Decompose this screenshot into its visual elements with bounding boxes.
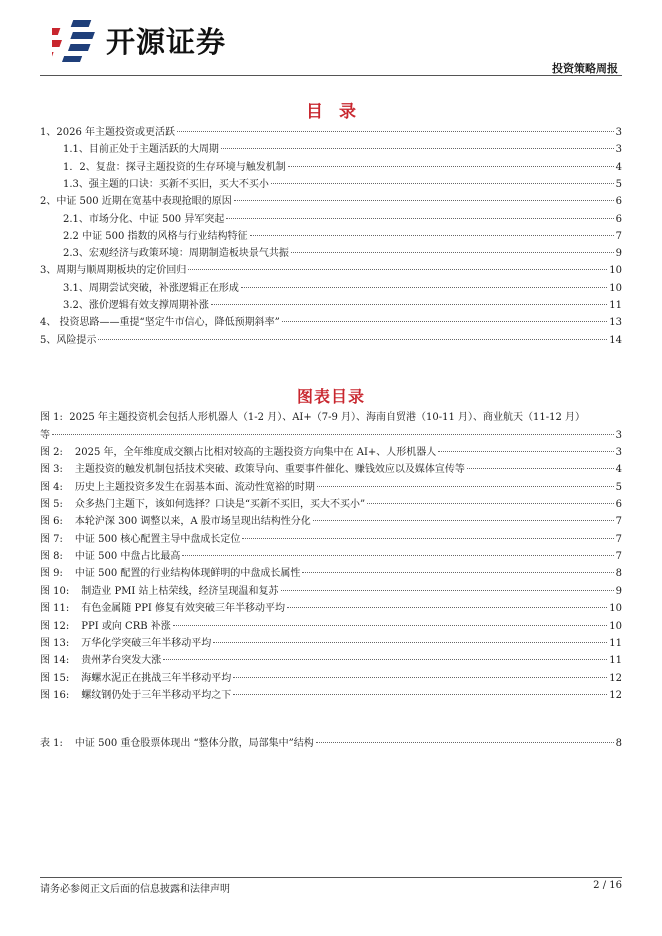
leader-dots — [242, 538, 613, 539]
toc-entry-page: 3 — [615, 127, 622, 138]
figure-entry-page: 7 — [615, 551, 622, 563]
figure-entry-page: 9 — [615, 585, 622, 597]
toc-entry[interactable] — [63, 298, 622, 314]
leader-dots — [221, 148, 614, 149]
toc-title: 目录 — [306, 102, 372, 122]
toc-entry-text: 1.3、强主题的口诀：买新不买旧，买大不买小 — [63, 178, 269, 190]
leader-dots — [367, 503, 613, 504]
table-entry[interactable] — [40, 736, 622, 752]
figure-entry-page: 11 — [609, 655, 622, 667]
toc-entry-page: 10 — [609, 265, 622, 277]
toc-entry[interactable] — [63, 281, 622, 297]
figure-entry[interactable] — [40, 566, 622, 582]
figure-entry-page: 10 — [609, 620, 622, 632]
figure-entry-label: 图 3: — [40, 464, 63, 476]
leader-dots — [173, 625, 608, 626]
figure-entry-text: 历史上主题投资多发生在弱基本面、流动性宽裕的时期 — [74, 481, 315, 493]
header-divider — [40, 75, 622, 76]
figure-entry-page: 10 — [609, 603, 622, 615]
toc-entry-page: 9 — [615, 248, 622, 260]
toc-entry[interactable] — [40, 194, 622, 210]
figure-entry-text: 中证 500 配置的行业结构体现鲜明的中盘成长属性 — [74, 568, 301, 580]
figure-entry-page: 11 — [609, 637, 622, 649]
toc-entry-text: 1.1、目前正处于主题活跃的大周期 — [63, 144, 219, 156]
figure-entry-page: 6 — [615, 499, 622, 511]
figure-entry[interactable] — [40, 445, 622, 461]
toc-entry-text: 2.3、宏观经济与政策环境：周期制造板块景气共振 — [63, 248, 289, 260]
leader-dots — [52, 434, 614, 435]
figure-entry-label: 图 7: — [40, 533, 63, 545]
figure-entry-page: 7 — [615, 533, 622, 545]
toc-entry-page: 13 — [609, 317, 622, 329]
figure-entry-label: 图 11: — [40, 603, 70, 615]
toc-entry-page: 11 — [609, 300, 622, 311]
leader-dots — [271, 183, 614, 184]
figure-1-text: 2025 年主题投资机会包括人形机器人（1-2 月）、AI+（7-9 月）、海南自贸港（10-11 月）、商业航天（11-12 月） — [69, 412, 586, 423]
leader-dots — [188, 269, 607, 270]
figure-list-title: 图表目录 — [296, 387, 365, 406]
toc-entry-page: 14 — [609, 334, 622, 346]
toc-entry-page: 6 — [615, 213, 622, 225]
figure-entry-label: 图 10: — [40, 585, 70, 597]
figure-1-continuation[interactable] — [40, 428, 622, 444]
figure-entry-label: 图 14: — [40, 655, 70, 667]
figure-entry[interactable] — [40, 549, 622, 565]
figure-entry[interactable] — [40, 514, 622, 530]
toc-entry-text: 5、风险提示 — [40, 334, 97, 346]
toc-entry-text: 3、周期与顺周期板块的定价回归 — [40, 265, 187, 277]
figure-entry-text: 贵州茅台突发大涨 — [81, 655, 162, 667]
toc-entry[interactable] — [40, 263, 622, 279]
leader-dots — [291, 252, 614, 253]
logo-text: 开源证券 — [106, 25, 227, 59]
figure-entry-label: 图 16: — [40, 689, 70, 701]
leader-dots — [438, 451, 613, 452]
figure-entry-text: 本轮沪深 300 调整以来，A 股市场呈现出结构性分化 — [74, 516, 311, 528]
toc-entry-text: 2.1、市场分化、中证 500 异军突起 — [63, 213, 225, 225]
leader-dots — [250, 235, 614, 236]
figure-entry-label: 图 5: — [40, 499, 63, 511]
figure-entry-text: 中证 500 中盘占比最高 — [74, 551, 181, 563]
figure-entry-page: 12 — [609, 689, 622, 701]
leader-dots — [182, 555, 613, 556]
figure-entry-label: 图 6: — [40, 516, 63, 528]
leader-dots — [234, 200, 614, 201]
toc-entry-text: 2.2 中证 500 指数的风格与行业结构特征 — [63, 230, 248, 242]
figure-entry-label: 图 2: — [40, 447, 63, 458]
leader-dots — [233, 677, 607, 678]
figure-entry-text: 2025 年，全年维度成交额占比相对较高的主题投资方向集中在 AI+、人形机器人 — [74, 447, 437, 458]
figure-entry-label: 图 8: — [40, 551, 63, 563]
figure-entry-label: 图 13: — [40, 637, 70, 649]
toc-entry-page: 10 — [609, 282, 622, 294]
figure-entry-text: 众多热门主题下，该如何选择？口诀是“买新不买旧，买大不买小” — [74, 499, 366, 511]
report-type: 投资策略周报 — [552, 62, 618, 75]
leader-dots — [287, 607, 607, 608]
toc-entry[interactable] — [63, 177, 622, 193]
figure-entry-text: 主题投资的触发机制包括技术突破、政策导向、重要事件催化、赚钱效应以及媒体宣传等 — [74, 464, 465, 476]
toc-entry[interactable] — [40, 125, 622, 141]
toc-entry[interactable] — [40, 333, 622, 349]
toc-entry[interactable] — [63, 246, 622, 262]
leader-dots — [211, 304, 607, 305]
figure-1-page: 3 — [615, 430, 622, 441]
figure-entry[interactable] — [40, 480, 622, 496]
figure-1-label: 图 1: — [40, 412, 63, 423]
toc-entry-text: 3.1、周期尝试突破，补涨逻辑正在形成 — [63, 282, 239, 294]
figure-entry[interactable] — [40, 619, 622, 635]
leader-dots — [98, 339, 607, 340]
table-entry-label: 表 1: — [40, 738, 63, 749]
toc-entry-page: 6 — [615, 196, 622, 208]
figure-1-caption[interactable] — [40, 410, 622, 426]
leader-dots — [241, 287, 607, 288]
figure-entry-label: 图 4: — [40, 481, 63, 493]
figure-entry-page: 12 — [609, 672, 622, 684]
figure-1-text-cont: 等 — [40, 430, 50, 441]
figure-entry-page: 5 — [615, 481, 622, 493]
toc-entry-text: 1、2026 年主题投资或更活跃 — [40, 127, 175, 138]
figure-entry-page: 7 — [615, 516, 622, 528]
logo-mark-icon — [52, 18, 102, 62]
figure-entry-text: 螺纹钢仍处于三年半移动平均之下 — [81, 689, 232, 701]
figure-entry-text: 海螺水泥正在挑战三年半移动平均 — [81, 672, 232, 684]
figure-entry[interactable] — [40, 688, 622, 704]
figure-entry[interactable] — [40, 601, 622, 617]
footer-disclaimer: 请务必参阅正文后面的信息披露和法律声明 — [40, 884, 230, 895]
toc-entry[interactable] — [63, 212, 622, 228]
toc-entry[interactable] — [63, 160, 622, 176]
page-number: 2 / 16 — [593, 880, 622, 891]
leader-dots — [316, 742, 614, 743]
figure-entry-page: 4 — [615, 464, 622, 476]
toc-entry-page: 4 — [615, 161, 622, 173]
toc-entry-text: 4、 投资思路——重提“坚定牛市信心，降低预期斜率” — [40, 317, 280, 329]
table-entry-page: 8 — [615, 738, 622, 749]
figure-entry-text: 有色金属随 PPI 修复有效突破三年半移动平均 — [81, 603, 286, 615]
leader-dots — [233, 694, 607, 695]
leader-dots — [467, 468, 614, 469]
leader-dots — [281, 590, 614, 591]
figure-entry-label: 图 12: — [40, 620, 70, 632]
figure-entry-text: PPI 或向 CRB 补涨 — [81, 620, 171, 632]
leader-dots — [213, 642, 607, 643]
figure-entry-text: 制造业 PMI 站上枯荣线，经济呈现温和复苏 — [81, 585, 279, 597]
leader-dots — [313, 520, 614, 521]
figure-entry-label: 图 9: — [40, 568, 63, 580]
toc-entry-page: 7 — [615, 230, 622, 242]
toc-entry-text: 2、中证 500 近期在宽基中表现抢眼的原因 — [40, 196, 232, 208]
toc-entry-page: 5 — [615, 178, 622, 190]
figure-entry[interactable] — [40, 497, 622, 513]
leader-dots — [288, 166, 614, 167]
leader-dots — [177, 131, 614, 132]
leader-dots — [302, 572, 613, 573]
footer-divider — [40, 877, 622, 878]
figure-entry[interactable] — [40, 462, 622, 478]
figure-entry-page: 8 — [615, 568, 622, 580]
figure-entry-text: 万华化学突破三年半移动平均 — [81, 637, 212, 649]
toc-entry-text: 3.2、涨价逻辑有效支撑周期补涨 — [63, 300, 209, 311]
toc-entry[interactable] — [63, 229, 622, 245]
figure-entry-page: 3 — [615, 447, 622, 458]
figure-entry[interactable] — [40, 671, 622, 687]
leader-dots — [226, 218, 613, 219]
toc-entry[interactable] — [63, 142, 622, 158]
leader-dots — [282, 321, 608, 322]
leader-dots — [317, 486, 614, 487]
leader-dots — [163, 659, 607, 660]
figure-entry[interactable] — [40, 653, 622, 669]
company-logo — [52, 18, 292, 64]
toc-entry-text: 1．2、复盘：探寻主题投资的生存环境与触发机制 — [63, 161, 286, 173]
figure-entry[interactable] — [40, 584, 622, 600]
figure-entry-label: 图 15: — [40, 672, 70, 684]
table-entry-text: 中证 500 重仓股票体现出 “整体分散，局部集中”结构 — [74, 738, 314, 749]
figure-entry[interactable] — [40, 636, 622, 652]
toc-entry-page: 3 — [615, 144, 622, 156]
figure-entry-text: 中证 500 核心配置主导中盘成长定位 — [74, 533, 241, 545]
toc-entry[interactable] — [40, 315, 622, 331]
figure-entry[interactable] — [40, 532, 622, 548]
